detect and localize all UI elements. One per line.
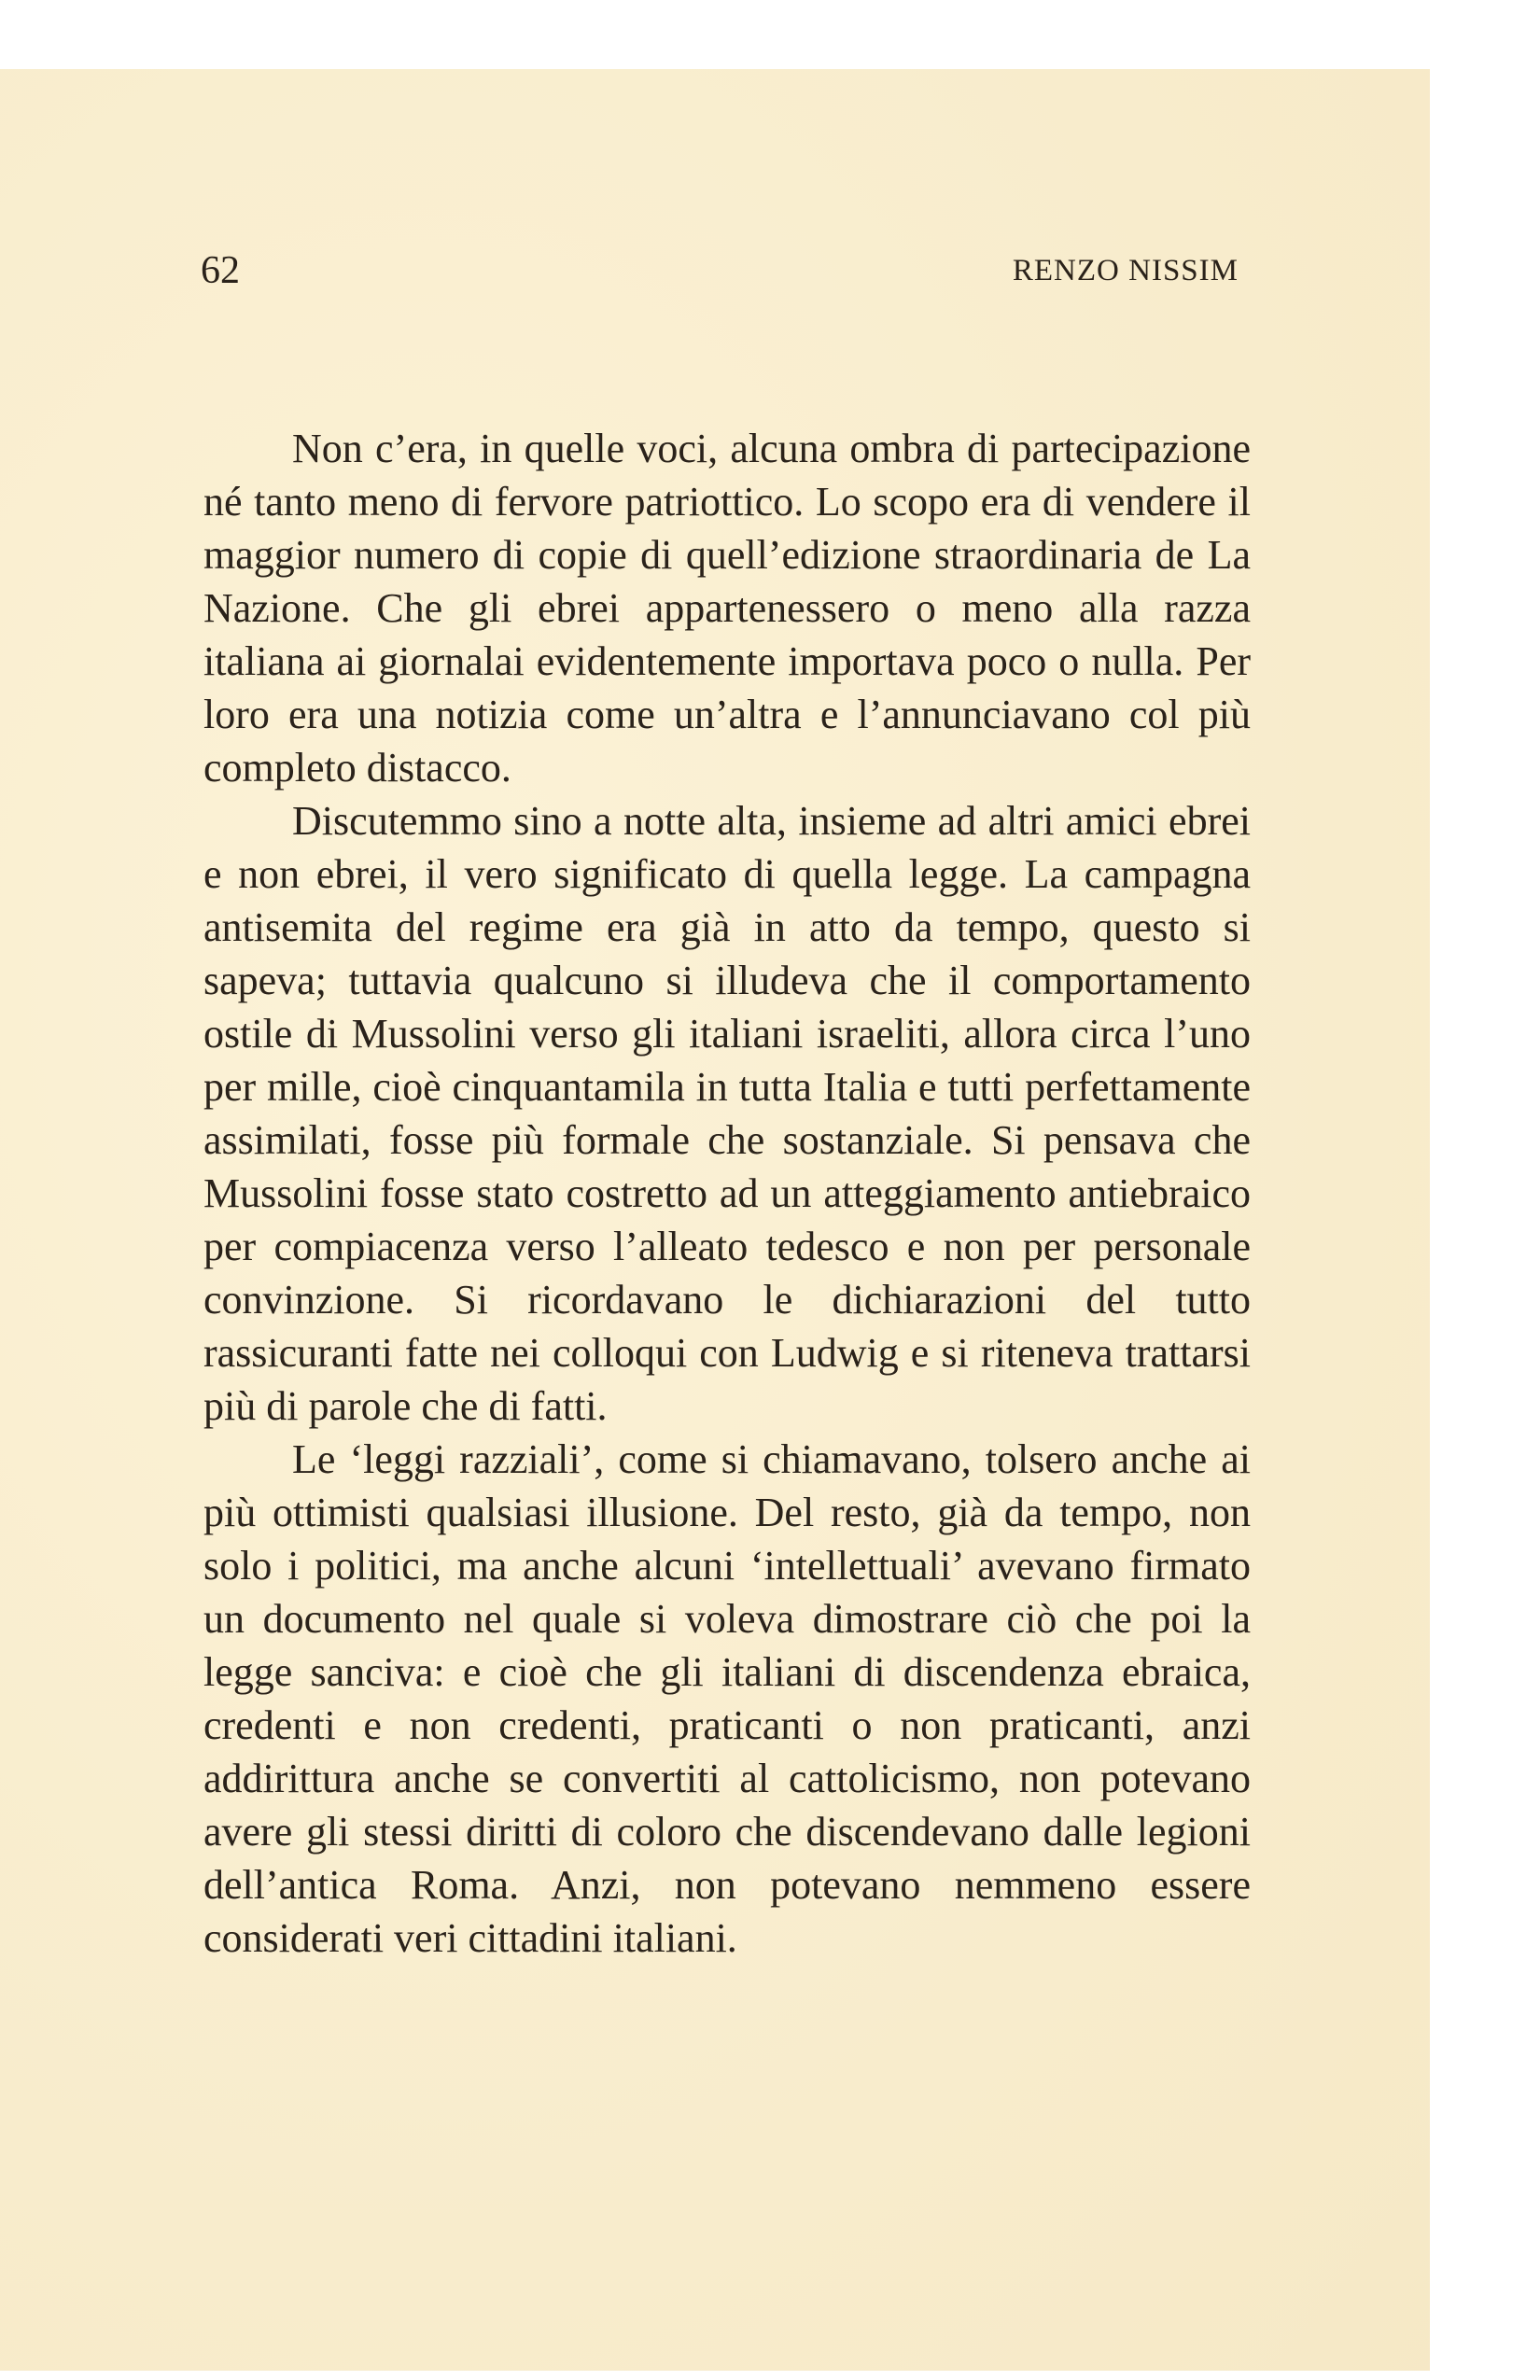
- paragraph-1: Non c’era, in quelle voci, alcuna ombra di partecipazione né tanto meno di fervore patriottico. Lo scopo era di vendere il maggior numero di copie di quell’edizione straordinaria de La Nazione. Che gli ebrei appartenessero o meno alla razza italiana ai giornalai evidentemente importava poco o nulla. Per loro era una notizia come un’altra e l’annunciavano col più completo distacco.: [203, 426, 1251, 791]
- running-head: RENZO NISSIM: [1012, 254, 1239, 287]
- paragraph-3: Le ‘leggi razziali’, come si chiamavano, tolsero anche ai più ottimisti qualsiasi illusione. Del resto, già da tempo, non solo i politici, ma anche alcuni ‘intellettuali’ avevano firmato un documento nel quale si voleva dimostrare ciò che poi la legge sanciva: e cioè che gli italiani di discendenza ebraica, credenti e non credenti, praticanti o non praticanti, anzi addirittura anche se convertiti al cattolicismo, non potevano avere gli stessi diritti di coloro che discendevano dalle legioni dell’antica Roma. Anzi, non potevano nemmeno essere considerati veri cittadini italiani.: [203, 1436, 1251, 1961]
- body-text: [203, 422, 1251, 1965]
- book-page: [0, 69, 1430, 2371]
- page-number: 62: [201, 249, 240, 292]
- page-header: [201, 248, 1239, 304]
- paragraph-2: Discutemmo sino a notte alta, insieme ad altri amici ebrei e non ebrei, il vero significato di quella legge. La campagna antisemita del regime era già in atto da tempo, questo si sapeva; tuttavia qualcuno si illudeva che il comportamento ostile di Mussolini verso gli italiani israeliti, allora circa l’uno per mille, cioè cinquantamila in tutta Italia e tutti perfettamente assimilati, fosse più formale che sostanziale. Si pensava che Mussolini fosse stato costretto ad un atteggiamento antiebraico per compiacenza verso l’alleato tedesco e non per personale convinzione. Si ricordavano le dichiarazioni del tutto rassicuranti fatte nei colloqui con Ludwig e si riteneva trattarsi più di parole che di fatti.: [203, 798, 1251, 1429]
